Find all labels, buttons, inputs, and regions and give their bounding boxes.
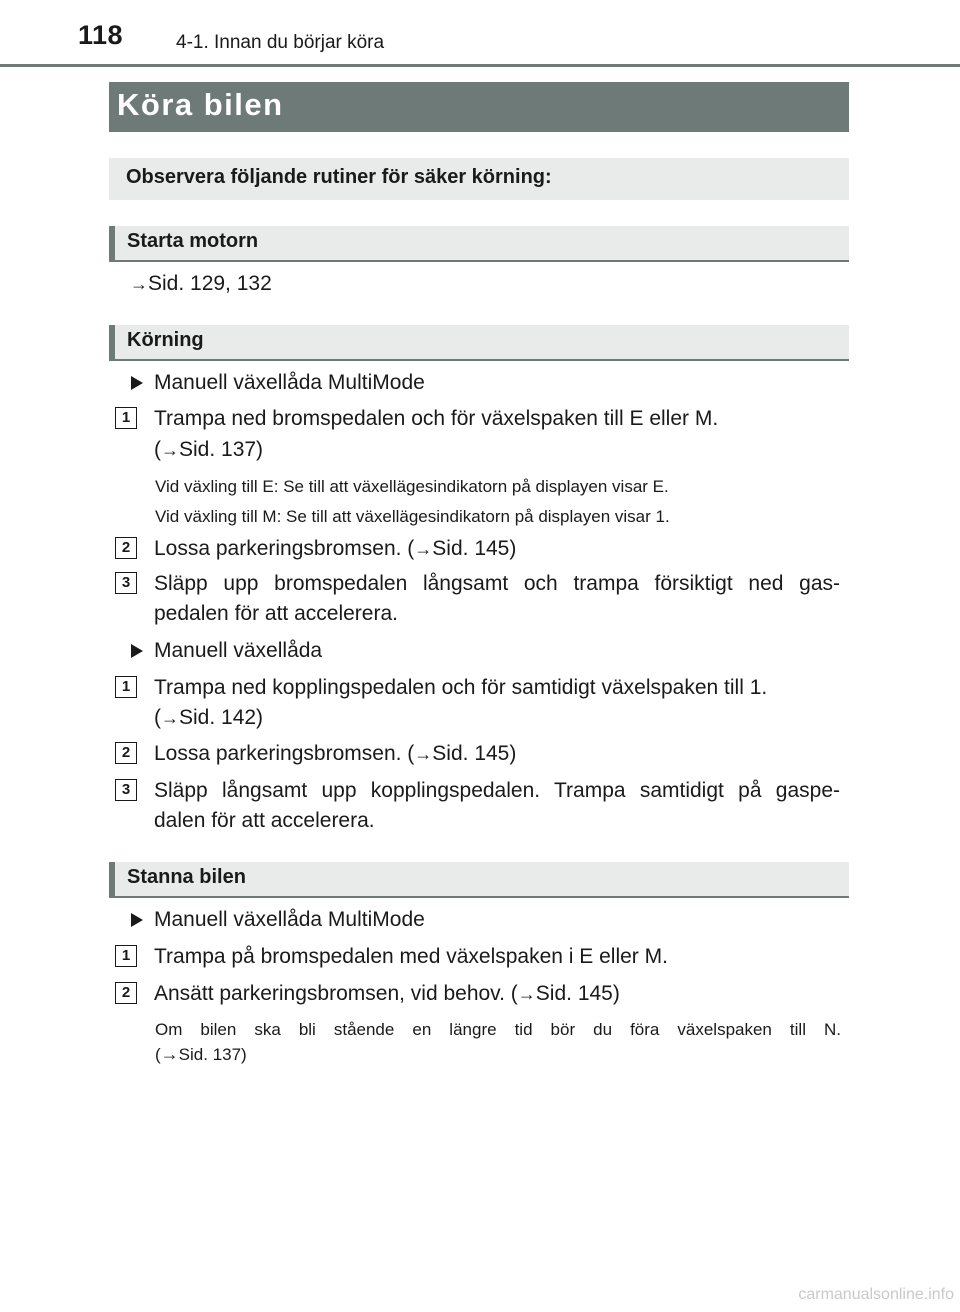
step-ref[interactable]: (→Sid. 137) (154, 438, 264, 461)
page-number: 118 (78, 20, 124, 50)
arrow-right-icon: → (130, 274, 148, 294)
arrow-right-icon: → (160, 1044, 179, 1064)
arrow-right-icon: → (161, 708, 179, 728)
subheading-multimode: Manuell växellåda MultiMode (154, 908, 425, 931)
note-text: Om bilen ska bli stående en längre tid bör du föra växelspaken till N. (155, 1020, 841, 1039)
section-heading: Starta motorn (127, 230, 259, 252)
section-driving (109, 325, 849, 361)
ref-link[interactable]: Sid. 142) (179, 706, 264, 729)
step-text: Ansätt parkeringsbromsen, vid behov. (→Sid. 145) (154, 982, 620, 1005)
page-title: Köra bilen (117, 87, 284, 122)
note-text: Vid växling till E: Se till att växellägesindikatorn på displayen visar E. (155, 477, 669, 496)
section-stop (109, 862, 849, 898)
step-text-cont: dalen för att accelerera. (154, 809, 375, 832)
page-header (0, 0, 960, 66)
subheading-manual: Manuell växellåda (154, 639, 323, 662)
ref-link[interactable]: Sid. 145) (535, 982, 620, 1005)
step-text: Lossa parkeringsbromsen. (→Sid. 145) (154, 537, 517, 560)
ref-link[interactable]: Sid. 145) (432, 742, 517, 765)
subheading-multimode: Manuell växellåda MultiMode (154, 371, 425, 394)
section-start-engine (109, 226, 849, 262)
step-number-2: 2 (115, 982, 137, 1004)
section-heading: Körning (127, 329, 204, 351)
triangle-bullet-icon (131, 376, 143, 390)
step-number-3: 3 (115, 572, 137, 594)
triangle-bullet-icon (131, 644, 143, 658)
section-marker (109, 226, 115, 260)
chapter-title: 4-1. Innan du börjar köra (176, 32, 385, 53)
watermark: carmanualsonline.info (798, 1286, 954, 1303)
page-title-bar (109, 82, 849, 132)
ref-link[interactable]: Sid. 129, 132 (148, 272, 272, 295)
arrow-right-icon: → (414, 744, 433, 764)
intro-text: Observera följande rutiner för säker körning: (126, 166, 552, 188)
header-divider (0, 64, 960, 67)
step-text: Trampa ned kopplingspedalen och för samtidigt växelspaken till 1. (154, 676, 768, 699)
section-marker (109, 325, 115, 359)
arrow-right-icon: → (161, 440, 179, 460)
step-number-1: 1 (115, 407, 137, 429)
step-number-1: 1 (115, 945, 137, 967)
step-ref[interactable]: (→Sid. 142) (154, 706, 264, 729)
step-number-2: 2 (115, 742, 137, 764)
step-number-1: 1 (115, 676, 137, 698)
ref-link[interactable]: Sid. 137) (178, 1045, 247, 1064)
note-ref[interactable]: (→Sid. 137) (155, 1044, 247, 1064)
note-text: Vid växling till M: Se till att växellägesindikatorn på displayen visar 1. (155, 507, 670, 526)
step-text: Trampa på bromspedalen med växelspaken i E eller M. (154, 945, 668, 968)
triangle-bullet-icon (131, 913, 143, 927)
arrow-right-icon: → (517, 984, 536, 1004)
start-engine-ref[interactable] (130, 270, 272, 298)
arrow-right-icon: → (414, 539, 433, 559)
step-text-cont: pedalen för att accelerera. (154, 602, 398, 625)
step-text: Släpp upp bromspedalen långsamt och trampa försiktigt ned gas- (154, 572, 840, 595)
step-number-3: 3 (115, 779, 137, 801)
step-text: Släpp långsamt upp kopplingspedalen. Trampa samtidigt på gaspe- (154, 779, 840, 802)
intro-box (109, 158, 849, 200)
step-text: Trampa ned bromspedalen och för växelspaken till E eller M. (154, 407, 719, 430)
section-marker (109, 862, 115, 896)
section-heading: Stanna bilen (127, 866, 246, 888)
step-number-2: 2 (115, 537, 137, 559)
step-text: Lossa parkeringsbromsen. (→Sid. 145) (154, 742, 517, 765)
ref-link[interactable]: Sid. 137) (179, 438, 264, 461)
ref-link[interactable]: Sid. 145) (432, 537, 517, 560)
